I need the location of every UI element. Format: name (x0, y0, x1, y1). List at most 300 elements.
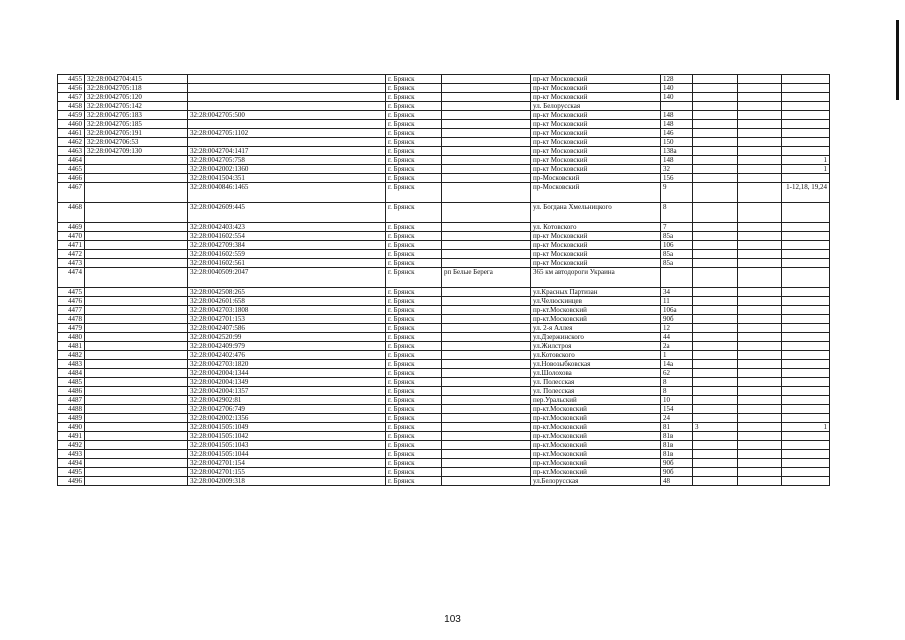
parent-cadastral-number-cell: 32:28:0041505:1044 (188, 450, 386, 459)
cadastral-number-cell (85, 165, 188, 174)
parent-cadastral-number-cell: 32:28:0042508:265 (188, 288, 386, 297)
flat-cell (693, 297, 738, 306)
table-row (58, 360, 830, 369)
flat-cell (693, 378, 738, 387)
street-cell: ул. Белорусская (531, 102, 661, 111)
row-number-cell: 4484 (58, 369, 85, 378)
district-cell (442, 138, 531, 147)
flat-cell (693, 223, 738, 232)
table-row (58, 423, 830, 432)
district-cell (442, 387, 531, 396)
registry-table (57, 74, 830, 486)
city-cell: г. Брянск (386, 351, 442, 360)
cadastral-number-cell (85, 450, 188, 459)
district-cell: рп Белые Берега (442, 268, 531, 288)
house-number-cell: 11 (661, 297, 693, 306)
street-cell: ул.Жилстроя (531, 342, 661, 351)
cadastral-number-cell (85, 259, 188, 268)
row-number-cell: 4486 (58, 387, 85, 396)
city-cell: г. Брянск (386, 477, 442, 486)
street-cell: пр-кт.Московский (531, 432, 661, 441)
street-cell: ул.Челюскинцев (531, 297, 661, 306)
flat-cell (693, 203, 738, 223)
flat-cell (693, 138, 738, 147)
cadastral-number-cell (85, 432, 188, 441)
district-cell (442, 75, 531, 84)
street-cell: ул.Белорусская (531, 477, 661, 486)
parent-cadastral-number-cell (188, 75, 386, 84)
house-number-cell: 9 (661, 183, 693, 203)
premises-cell (782, 414, 830, 423)
cadastral-number-cell (85, 387, 188, 396)
parent-cadastral-number-cell: 32:28:0041505:1049 (188, 423, 386, 432)
parent-cadastral-number-cell (188, 120, 386, 129)
room-cell (738, 423, 782, 432)
city-cell: г. Брянск (386, 259, 442, 268)
cadastral-number-cell (85, 250, 188, 259)
flat-cell (693, 306, 738, 315)
city-cell: г. Брянск (386, 174, 442, 183)
city-cell: г. Брянск (386, 432, 442, 441)
table-row (58, 378, 830, 387)
cadastral-number-cell: 32:28:0042705:191 (85, 129, 188, 138)
house-number-cell: 148 (661, 111, 693, 120)
premises-cell: 1 (782, 423, 830, 432)
premises-cell (782, 147, 830, 156)
row-number-cell: 4485 (58, 378, 85, 387)
street-cell: ул.Котовского (531, 351, 661, 360)
street-cell: пр-кт.Московский (531, 441, 661, 450)
house-number-cell: 12 (661, 324, 693, 333)
premises-cell (782, 232, 830, 241)
house-number-cell: 106 (661, 241, 693, 250)
city-cell: г. Брянск (386, 165, 442, 174)
city-cell: г. Брянск (386, 203, 442, 223)
row-number-cell: 4459 (58, 111, 85, 120)
premises-cell (782, 288, 830, 297)
premises-cell (782, 111, 830, 120)
flat-cell (693, 360, 738, 369)
row-number-cell: 4464 (58, 156, 85, 165)
cadastral-number-cell (85, 414, 188, 423)
city-cell: г. Брянск (386, 369, 442, 378)
cadastral-number-cell (85, 441, 188, 450)
cadastral-number-cell (85, 297, 188, 306)
city-cell: г. Брянск (386, 183, 442, 203)
table-row (58, 432, 830, 441)
cadastral-number-cell (85, 156, 188, 165)
table-row (58, 241, 830, 250)
district-cell (442, 396, 531, 405)
parent-cadastral-number-cell: 32:28:0042701:154 (188, 459, 386, 468)
parent-cadastral-number-cell: 32:28:0042002:1360 (188, 165, 386, 174)
flat-cell (693, 351, 738, 360)
table-row (58, 250, 830, 259)
row-number-cell: 4492 (58, 441, 85, 450)
house-number-cell: 90б (661, 459, 693, 468)
parent-cadastral-number-cell: 32:28:0042004:1344 (188, 369, 386, 378)
premises-cell (782, 360, 830, 369)
premises-cell (782, 203, 830, 223)
street-cell: пр-кт Московский (531, 156, 661, 165)
city-cell: г. Брянск (386, 250, 442, 259)
premises-cell: 1 (782, 165, 830, 174)
house-number-cell: 85а (661, 232, 693, 241)
room-cell (738, 450, 782, 459)
flat-cell (693, 93, 738, 102)
table-row (58, 306, 830, 315)
city-cell: г. Брянск (386, 156, 442, 165)
parent-cadastral-number-cell: 32:28:0042002:1356 (188, 414, 386, 423)
street-cell: пр-кт Московский (531, 232, 661, 241)
room-cell (738, 147, 782, 156)
city-cell: г. Брянск (386, 405, 442, 414)
street-cell: ул. Богдана Хмельницкого (531, 203, 661, 223)
premises-cell (782, 396, 830, 405)
district-cell (442, 203, 531, 223)
parent-cadastral-number-cell: 32:28:0042009:318 (188, 477, 386, 486)
row-number-cell: 4462 (58, 138, 85, 147)
city-cell: г. Брянск (386, 315, 442, 324)
cadastral-number-cell: 32:28:0042705:118 (85, 84, 188, 93)
street-cell: пр-кт.Московский (531, 414, 661, 423)
district-cell (442, 351, 531, 360)
cadastral-number-cell (85, 396, 188, 405)
flat-cell (693, 315, 738, 324)
room-cell (738, 387, 782, 396)
table-row (58, 405, 830, 414)
district-cell (442, 468, 531, 477)
room-cell (738, 183, 782, 203)
parent-cadastral-number-cell: 32:28:0042703:1808 (188, 306, 386, 315)
street-cell: пр-кт.Московский (531, 459, 661, 468)
parent-cadastral-number-cell: 32:28:0042403:423 (188, 223, 386, 232)
street-cell: пр-кт Московский (531, 111, 661, 120)
room-cell (738, 324, 782, 333)
cadastral-number-cell (85, 342, 188, 351)
parent-cadastral-number-cell: 32:28:0042704:1417 (188, 147, 386, 156)
room-cell (738, 333, 782, 342)
premises-cell (782, 223, 830, 232)
room-cell (738, 342, 782, 351)
district-cell (442, 250, 531, 259)
premises-cell (782, 315, 830, 324)
street-cell: пер.Уральский (531, 396, 661, 405)
district-cell (442, 297, 531, 306)
table-row (58, 259, 830, 268)
row-number-cell: 4480 (58, 333, 85, 342)
parent-cadastral-number-cell (188, 84, 386, 93)
flat-cell (693, 369, 738, 378)
street-cell: пр-кт Московский (531, 165, 661, 174)
street-cell: ул.Красных Партизан (531, 288, 661, 297)
city-cell: г. Брянск (386, 75, 442, 84)
street-cell: пр-кт Московский (531, 84, 661, 93)
parent-cadastral-number-cell: 32:28:0042705:1102 (188, 129, 386, 138)
street-cell: ул.Шолохова (531, 369, 661, 378)
row-number-cell: 4472 (58, 250, 85, 259)
premises-cell (782, 378, 830, 387)
scan-edge-mark (896, 20, 899, 100)
flat-cell (693, 241, 738, 250)
house-number-cell: 8 (661, 203, 693, 223)
street-cell: ул.Новозыбковская (531, 360, 661, 369)
street-cell: пр-кт.Московский (531, 315, 661, 324)
flat-cell: 3 (693, 423, 738, 432)
house-number-cell: 106а (661, 306, 693, 315)
parent-cadastral-number-cell: 32:28:0042402:476 (188, 351, 386, 360)
premises-cell (782, 259, 830, 268)
cadastral-number-cell (85, 315, 188, 324)
city-cell: г. Брянск (386, 459, 442, 468)
table-row (58, 441, 830, 450)
room-cell (738, 165, 782, 174)
house-number-cell: 140 (661, 84, 693, 93)
premises-cell (782, 129, 830, 138)
district-cell (442, 156, 531, 165)
room-cell (738, 232, 782, 241)
district-cell (442, 102, 531, 111)
parent-cadastral-number-cell: 32:28:0040846:1465 (188, 183, 386, 203)
row-number-cell: 4476 (58, 297, 85, 306)
flat-cell (693, 324, 738, 333)
table-row (58, 84, 830, 93)
house-number-cell: 90б (661, 315, 693, 324)
row-number-cell: 4467 (58, 183, 85, 203)
street-cell: ул. Котовского (531, 223, 661, 232)
district-cell (442, 315, 531, 324)
table-row (58, 147, 830, 156)
city-cell: г. Брянск (386, 288, 442, 297)
cadastral-number-cell (85, 324, 188, 333)
city-cell: г. Брянск (386, 129, 442, 138)
row-number-cell: 4463 (58, 147, 85, 156)
table-row (58, 315, 830, 324)
district-cell (442, 223, 531, 232)
house-number-cell: 24 (661, 414, 693, 423)
cadastral-number-cell: 32:28:0042705:185 (85, 120, 188, 129)
room-cell (738, 223, 782, 232)
district-cell (442, 378, 531, 387)
district-cell (442, 333, 531, 342)
row-number-cell: 4460 (58, 120, 85, 129)
room-cell (738, 351, 782, 360)
table-row (58, 369, 830, 378)
room-cell (738, 120, 782, 129)
house-number-cell: 90б (661, 468, 693, 477)
table-row (58, 387, 830, 396)
street-cell: пр-кт Московский (531, 138, 661, 147)
room-cell (738, 241, 782, 250)
premises-cell (782, 241, 830, 250)
city-cell: г. Брянск (386, 387, 442, 396)
room-cell (738, 138, 782, 147)
parent-cadastral-number-cell: 32:28:0041602:561 (188, 259, 386, 268)
room-cell (738, 203, 782, 223)
room-cell (738, 468, 782, 477)
district-cell (442, 147, 531, 156)
cadastral-number-cell (85, 183, 188, 203)
flat-cell (693, 333, 738, 342)
city-cell: г. Брянск (386, 120, 442, 129)
row-number-cell: 4457 (58, 93, 85, 102)
cadastral-number-cell: 32:28:0042706:53 (85, 138, 188, 147)
house-number-cell: 140 (661, 93, 693, 102)
cadastral-number-cell (85, 306, 188, 315)
street-cell: пр-кт Московский (531, 75, 661, 84)
house-number-cell: 48 (661, 477, 693, 486)
room-cell (738, 102, 782, 111)
city-cell: г. Брянск (386, 333, 442, 342)
house-number-cell: 81 (661, 423, 693, 432)
flat-cell (693, 288, 738, 297)
room-cell (738, 441, 782, 450)
flat-cell (693, 165, 738, 174)
row-number-cell: 4455 (58, 75, 85, 84)
house-number-cell: 128 (661, 75, 693, 84)
house-number-cell: 146 (661, 129, 693, 138)
row-number-cell: 4491 (58, 432, 85, 441)
cadastral-number-cell (85, 378, 188, 387)
flat-cell (693, 396, 738, 405)
table-row (58, 468, 830, 477)
street-cell: пр-кт.Московский (531, 450, 661, 459)
premises-cell: 1-12,18, 19,24 (782, 183, 830, 203)
table-row (58, 450, 830, 459)
cadastral-number-cell (85, 369, 188, 378)
city-cell: г. Брянск (386, 342, 442, 351)
flat-cell (693, 441, 738, 450)
premises-cell (782, 432, 830, 441)
flat-cell (693, 450, 738, 459)
room-cell (738, 259, 782, 268)
flat-cell (693, 156, 738, 165)
street-cell: ул. Полесская (531, 387, 661, 396)
table-row (58, 156, 830, 165)
table-row (58, 174, 830, 183)
premises-cell (782, 468, 830, 477)
house-number-cell: 44 (661, 333, 693, 342)
room-cell (738, 378, 782, 387)
district-cell (442, 405, 531, 414)
room-cell (738, 84, 782, 93)
premises-cell (782, 306, 830, 315)
district-cell (442, 450, 531, 459)
table-row (58, 223, 830, 232)
row-number-cell: 4478 (58, 315, 85, 324)
cadastral-number-cell (85, 232, 188, 241)
district-cell (442, 174, 531, 183)
flat-cell (693, 120, 738, 129)
parent-cadastral-number-cell: 32:28:0042703:1820 (188, 360, 386, 369)
street-cell: пр-кт.Московский (531, 468, 661, 477)
house-number-cell: 148 (661, 156, 693, 165)
cadastral-number-cell (85, 423, 188, 432)
room-cell (738, 156, 782, 165)
house-number-cell: 150 (661, 138, 693, 147)
house-number-cell: 32 (661, 165, 693, 174)
parent-cadastral-number-cell: 32:28:0040509:2047 (188, 268, 386, 288)
table-row (58, 111, 830, 120)
premises-cell (782, 369, 830, 378)
premises-cell (782, 174, 830, 183)
flat-cell (693, 259, 738, 268)
district-cell (442, 423, 531, 432)
parent-cadastral-number-cell: 32:28:0042705:500 (188, 111, 386, 120)
row-number-cell: 4487 (58, 396, 85, 405)
street-cell: пр-кт Московский (531, 93, 661, 102)
table-row (58, 203, 830, 223)
room-cell (738, 250, 782, 259)
row-number-cell: 4466 (58, 174, 85, 183)
city-cell: г. Брянск (386, 232, 442, 241)
city-cell: г. Брянск (386, 93, 442, 102)
flat-cell (693, 477, 738, 486)
street-cell: пр-кт Московский (531, 250, 661, 259)
street-cell: ул.Дзержинского (531, 333, 661, 342)
premises-cell (782, 387, 830, 396)
flat-cell (693, 414, 738, 423)
street-cell: пр-Московский (531, 183, 661, 203)
premises-cell (782, 250, 830, 259)
district-cell (442, 165, 531, 174)
room-cell (738, 288, 782, 297)
city-cell: г. Брянск (386, 111, 442, 120)
row-number-cell: 4493 (58, 450, 85, 459)
table-row (58, 459, 830, 468)
house-number-cell: 138а (661, 147, 693, 156)
district-cell (442, 360, 531, 369)
street-cell: ул. Полесская (531, 378, 661, 387)
room-cell (738, 306, 782, 315)
cadastral-number-cell (85, 223, 188, 232)
flat-cell (693, 111, 738, 120)
row-number-cell: 4461 (58, 129, 85, 138)
flat-cell (693, 75, 738, 84)
table-row (58, 183, 830, 203)
row-number-cell: 4456 (58, 84, 85, 93)
flat-cell (693, 174, 738, 183)
street-cell: пр-кт Московский (531, 241, 661, 250)
flat-cell (693, 147, 738, 156)
table-row (58, 414, 830, 423)
city-cell: г. Брянск (386, 396, 442, 405)
house-number-cell: 1 (661, 351, 693, 360)
district-cell (442, 84, 531, 93)
cadastral-number-cell: 32:28:0042705:183 (85, 111, 188, 120)
room-cell (738, 268, 782, 288)
city-cell: г. Брянск (386, 138, 442, 147)
premises-cell (782, 333, 830, 342)
row-number-cell: 4495 (58, 468, 85, 477)
parent-cadastral-number-cell: 32:28:0042709:384 (188, 241, 386, 250)
house-number-cell: 148 (661, 120, 693, 129)
city-cell: г. Брянск (386, 441, 442, 450)
premises-cell (782, 405, 830, 414)
premises-cell (782, 351, 830, 360)
table-row (58, 232, 830, 241)
row-number-cell: 4496 (58, 477, 85, 486)
room-cell (738, 459, 782, 468)
row-number-cell: 4482 (58, 351, 85, 360)
parent-cadastral-number-cell: 32:28:0042520:99 (188, 333, 386, 342)
row-number-cell: 4468 (58, 203, 85, 223)
cadastral-number-cell: 32:28:0042709:130 (85, 147, 188, 156)
house-number-cell: 85а (661, 259, 693, 268)
premises-cell: 1 (782, 156, 830, 165)
row-number-cell: 4489 (58, 414, 85, 423)
parent-cadastral-number-cell: 32:28:0041504:351 (188, 174, 386, 183)
